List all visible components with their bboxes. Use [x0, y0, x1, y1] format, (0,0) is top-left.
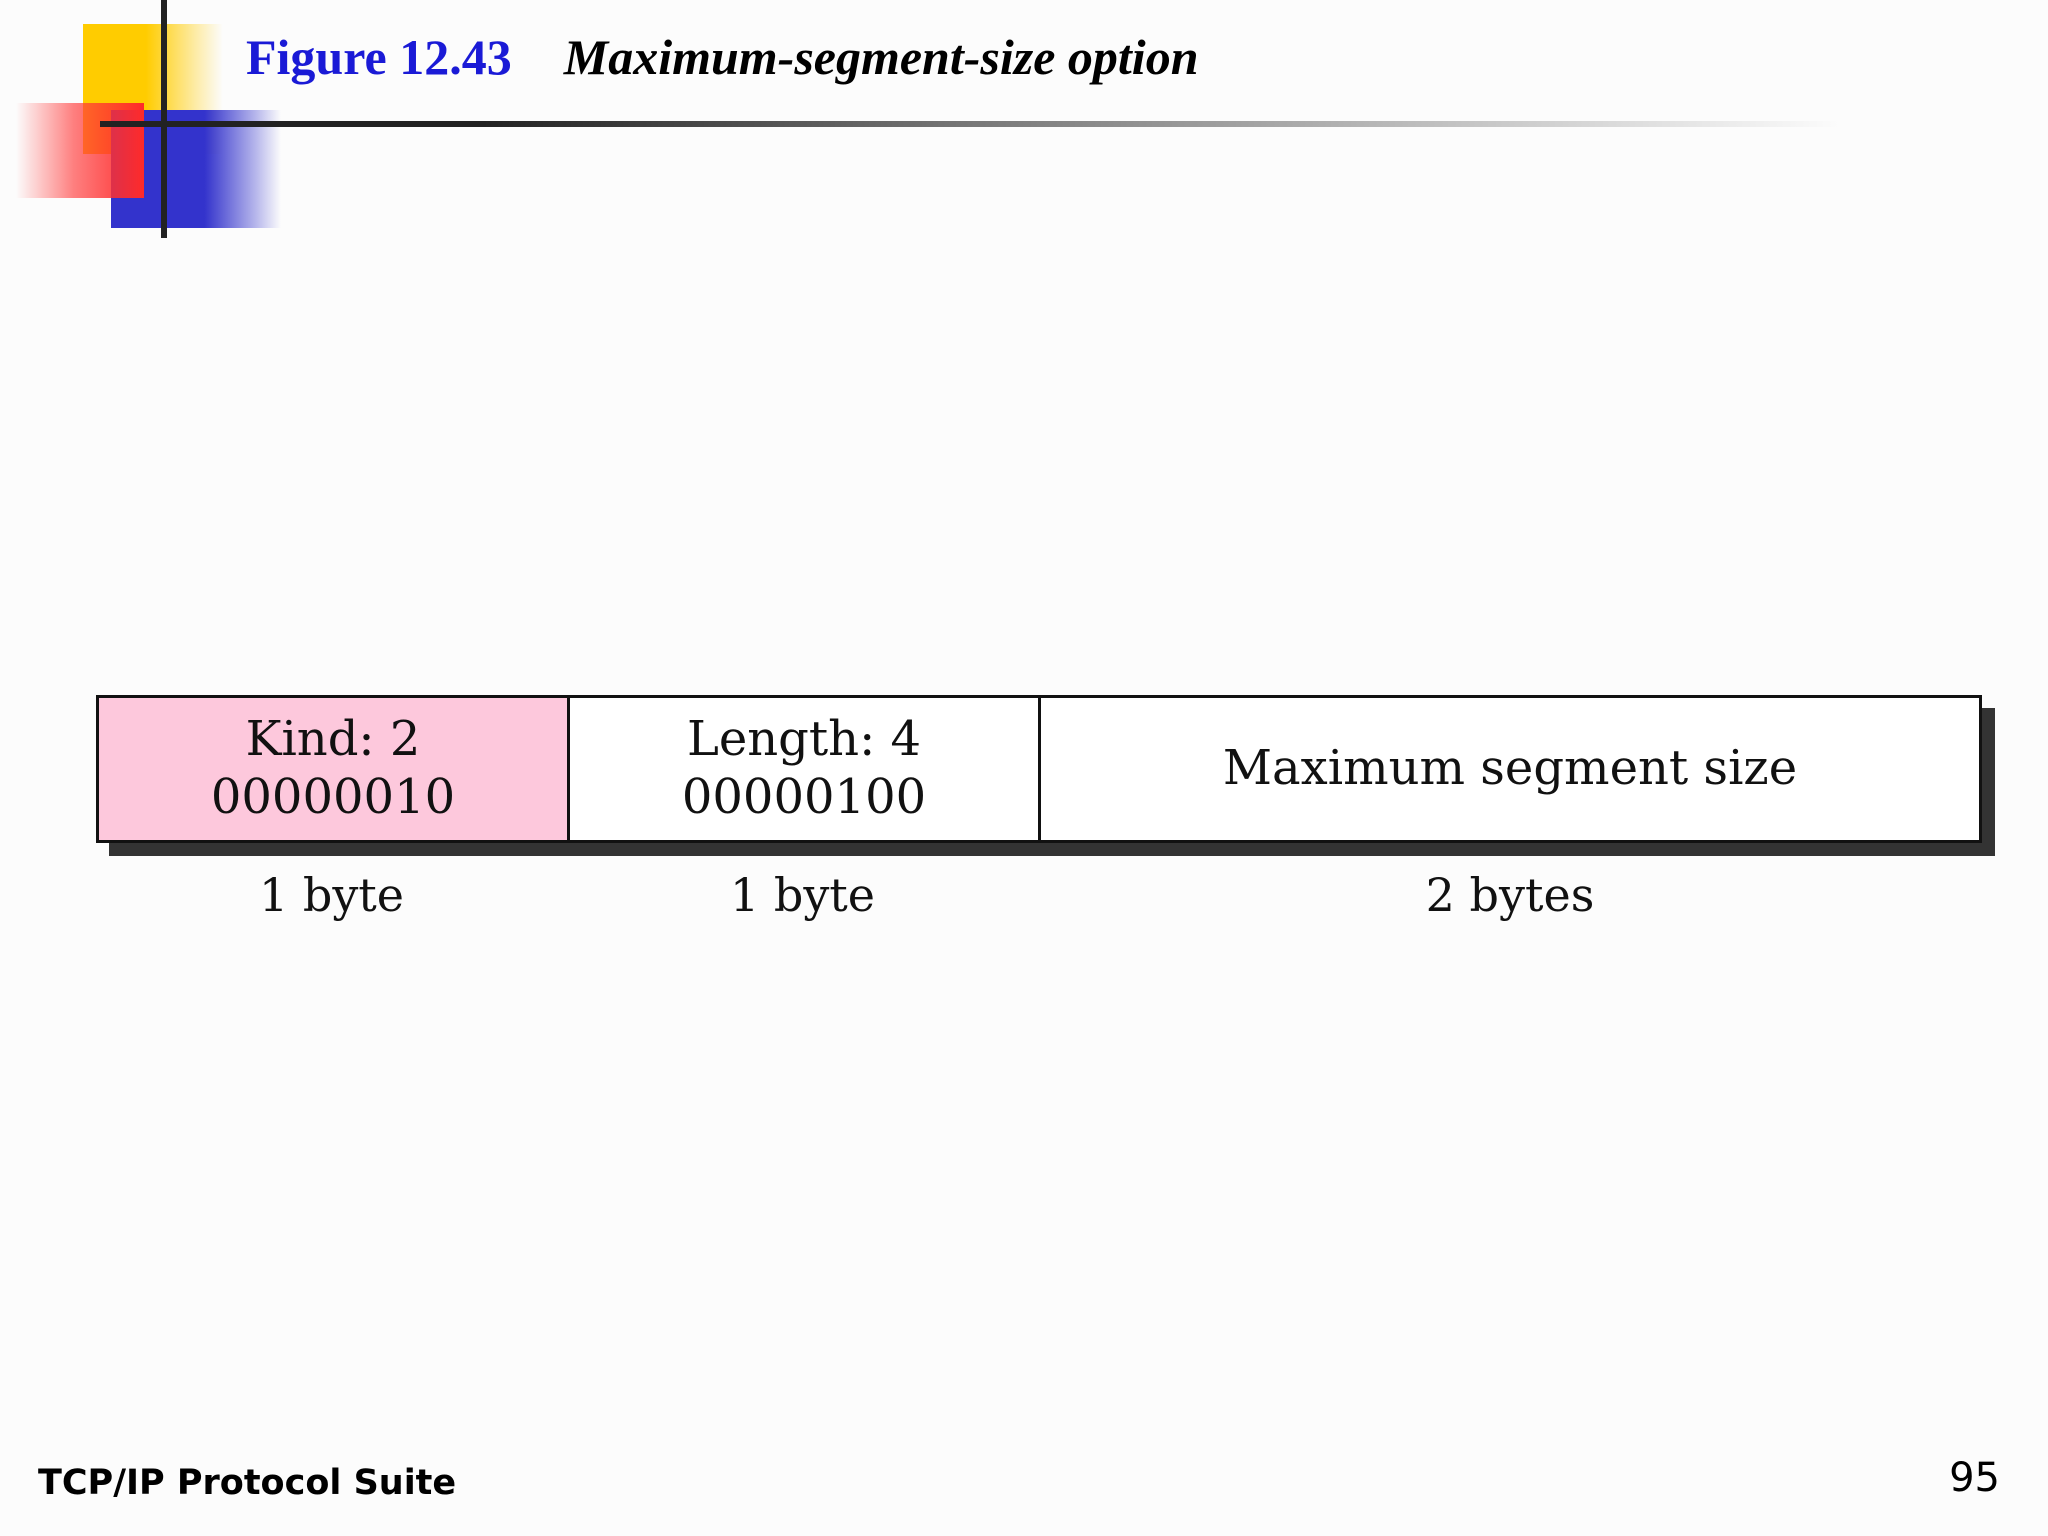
mss-field: [1041, 698, 1979, 840]
kind-field-label: Kind: 2: [245, 711, 421, 768]
page-number: 95: [1949, 1455, 2000, 1501]
header-divider-line: [100, 121, 1840, 127]
mss-field-label: Maximum segment size: [1222, 740, 1798, 797]
kind-field-size: 1 byte: [258, 868, 405, 922]
length-field-bits: 00000100: [681, 769, 927, 825]
logo-vertical-line: [161, 0, 167, 238]
figure-number: Figure 12.43: [246, 29, 512, 85]
figure-title: Maximum-segment-size option: [563, 29, 1199, 85]
kind-field: [99, 698, 570, 840]
length-field-label: Length: 4: [686, 711, 922, 768]
length-field: [570, 698, 1041, 840]
figure-heading: [246, 28, 1199, 86]
footer-title: TCP/IP Protocol Suite: [38, 1463, 457, 1503]
kind-field-bits: 00000010: [210, 769, 456, 825]
mss-field-size: 2 bytes: [1425, 868, 1595, 922]
logo-red-square: [16, 103, 144, 198]
length-field-size: 1 byte: [729, 868, 876, 922]
option-format-diagram: [96, 695, 1982, 843]
